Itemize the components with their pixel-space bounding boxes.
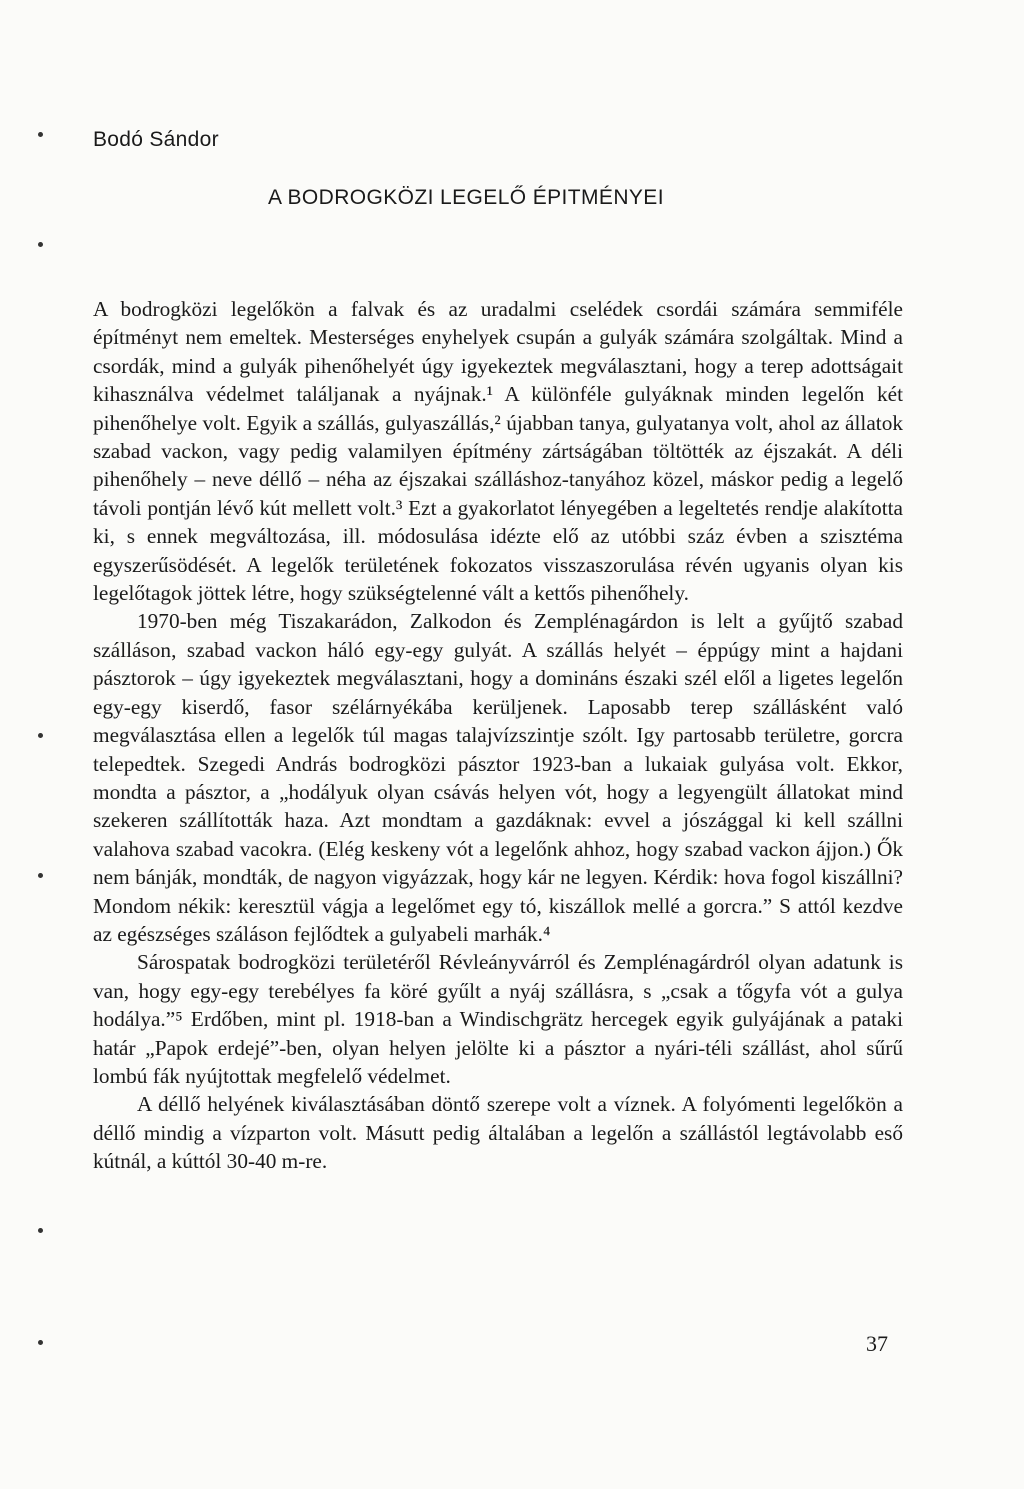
article-title: A BODROGKÖZI LEGELŐ ÉPITMÉNYEI [268,186,664,209]
scan-speck [38,1228,43,1233]
article-body [93,295,903,1176]
scan-speck [38,873,43,878]
author-name: Bodó Sándor [93,128,219,151]
scan-speck [38,733,43,738]
scan-speck [38,1340,43,1345]
scan-speck [38,132,43,137]
paragraph: 1970-ben még Tiszakarádon, Zalkodon és Zemplénagárdon is lelt a gyűjtő szabad szálláson, szabad vackon háló egy-egy gulyát. A szállás helyét – éppúgy mint a hajdani pásztorok – úgy igyekeztek megválasztani, hogy a domináns északi szél elől a ligetes legelőn egy-egy kiserdő, fasor szélárnyékába kerüljenek. Laposabb terep szállásként való megválasztása ellen a legelők túl magas talajvízszintje szólt. Igy partosabb területre, gorcra telepedtek. Szegedi András bodrogközi pásztor 1923-ban a lukaiak gulyása volt. Ekkor, mondta a pásztor, a „hodályuk olyan csávás helyen vót, hogy a legyengült állatokat mind szekeren szállították haza. Azt mondtam a gazdáknak: evvel a jószággal ki kell szállni valahova szabad vacokra. (Elég keskeny vót a legelőnk ahhoz, hogy szabad vackon ájjon.) Ők nem bánják, mondták, de nagyon vigyázzak, hogy kár ne legyen. Kérdik: hova fogol kiszállni? Mondom nékik: keresztül vágja a legelőmet egy tó, kiszállok mellé a gorcra.” S attól kezdve az egészséges száláson fejlődtek a gulyabeli marhák.⁴ [93,609,903,946]
scan-speck [38,242,43,247]
paragraph: A bodrogközi legelőkön a falvak és az uradalmi cselédek csordái számára semmiféle építményt nem emeltek. Mesterséges enyhelyek csupán a gulyák számára szolgáltak. Mind a csordák, mind a gulyák pihenőhelyét úgy igyekeztek megválasztani, hogy a terep adottságait kihasználva védelmet találjanak a nyájnak.¹ A különféle gulyáknak minden legelőn két pihenőhelye volt. Egyik a szállás, gulyaszállás,² újabban tanya, gulyatanya volt, ahol az állatok szabad vackon, vagy pedig valamilyen építmény zártságában töltötték az éjszakát. A déli pihenőhely – neve déllő – néha az éjszakai szálláshoz-tanyához közel, máskor pedig a legelő távoli pontján lévő kút mellett volt.³ Ezt a gyakorlatot lényegében a legeltetés rendje alakította ki, s ennek megváltozása, ill. módosulása idézte elő az utóbbi száz évben a szisztéma egyszerűsödését. A legelők területének fokozatos visszaszorulása révén ugyanis olyan kis legelőtagok jöttek létre, hogy szükségtelenné vált a kettős pihenőhely. [93,297,903,606]
paragraph: Sárospatak bodrogközi területéről Révleányvárról és Zemplénagárdról olyan adatunk is van, hogy egy-egy terebélyes fa köré gyűlt a nyáj szállásra, s „csak a tőgyfa vót a gulya hodálya.”⁵ Erdőben, mint pl. 1918-ban a Windischgrätz hercegek egyik gulyájának a pataki határ „Papok erdejé”-ben, olyan helyen jelölte ki a pásztor a nyári-téli szállást, ahol sűrű lombú fák nyújtottak megfelelő védelmet. [93,950,903,1088]
paragraph: A déllő helyének kiválasztásában döntő szerepe volt a víznek. A folyómenti legelőkön a déllő mindig a vízparton volt. Másutt pedig általában a legelőn a szállástól legtávolabb eső kútnál, a kúttól 30-40 m-re. [93,1092,903,1174]
page-number: 37 [866,1331,888,1356]
